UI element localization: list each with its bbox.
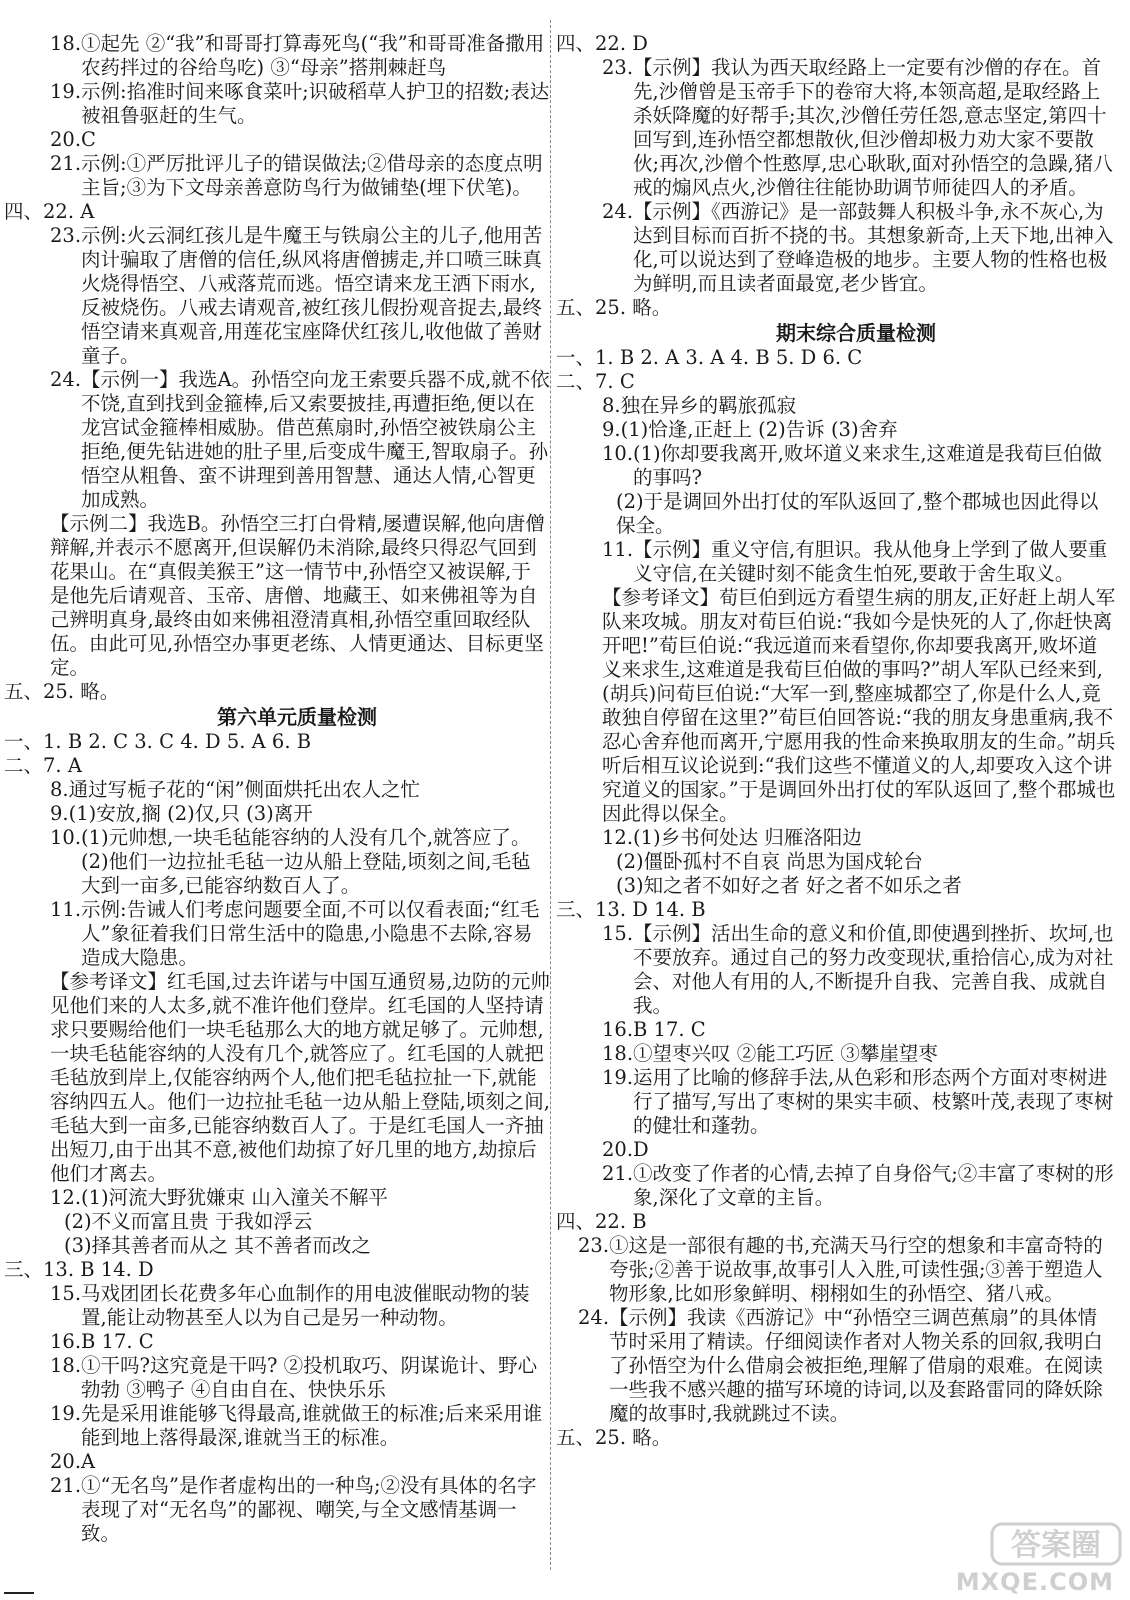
item-text: 示例:告诫人们考虑问题要全面,不可以仅看表面;“红毛人”象征着我们日常生活中的隐患,小隐患不去除,容易造成大隐患。 xyxy=(81,898,540,969)
item-label: 8. xyxy=(602,394,621,417)
item-text: ①起先 ②“我”和哥哥打算毒死鸟(“我”和哥哥准备撒用农药拌过的谷给鸟吃) ③“母亲”搭荆棘赶鸟 xyxy=(81,32,545,79)
item-text: (1)恰逢,正赶上 (2)告诉 (3)舍弃 xyxy=(620,418,898,441)
item-label: 三、 xyxy=(556,898,596,921)
item-text: (1)元帅想,一块毛毡能容纳的人没有几个,就答应了。(2)他们一边拉扯毛毡一边从船上登陆,顷刻之间,毛毡大到一亩多,已能容纳数百人了。 xyxy=(81,826,531,897)
item-text: (3)知之者不如好之者 好之者不如乐之者 xyxy=(616,874,962,897)
answer-item xyxy=(4,680,550,704)
item-text: C xyxy=(81,128,96,151)
item-label: 9. xyxy=(50,802,69,825)
item-text: 22. D xyxy=(595,32,648,55)
answer-item xyxy=(556,200,1116,296)
item-label: 24. xyxy=(578,1306,610,1329)
answer-item xyxy=(556,418,1116,442)
answer-item xyxy=(4,1282,550,1330)
answer-item xyxy=(4,224,550,368)
item-label: 23. xyxy=(578,1234,610,1257)
answer-item xyxy=(4,970,550,1186)
answer-item xyxy=(4,754,550,778)
item-text: 1. B 2. A 3. A 4. B 5. D 6. C xyxy=(595,346,863,369)
answer-item xyxy=(4,826,550,898)
item-text: (1)安放,搁 (2)仅,只 (3)离开 xyxy=(68,802,313,825)
answer-item xyxy=(556,1306,1116,1426)
item-label: 20. xyxy=(50,1450,82,1473)
item-text: (2)僵卧孤村不自哀 尚思为国戍轮台 xyxy=(616,850,923,873)
answer-item xyxy=(556,898,1116,922)
item-text: 独在异乡的羁旅孤寂 xyxy=(620,394,797,417)
item-text: 25. 略。 xyxy=(595,1426,672,1449)
answer-item xyxy=(4,80,550,128)
item-text: D xyxy=(633,1138,649,1161)
item-text: (2)不义而富且贵 于我如浮云 xyxy=(64,1210,313,1233)
item-text: (1)河流大野犹嫌束 山入潼关不解平 xyxy=(81,1186,388,1209)
answer-item xyxy=(4,32,550,80)
item-text: 7. C xyxy=(595,370,635,393)
item-label: 五、 xyxy=(556,296,596,319)
answer-item xyxy=(4,152,550,200)
answer-item xyxy=(556,490,1116,538)
answer-item xyxy=(556,1162,1116,1210)
item-label: 19. xyxy=(602,1066,634,1089)
right-column xyxy=(556,32,1116,1450)
item-label: 四、 xyxy=(556,1210,596,1233)
item-text: 马戏团团长花费多年心血制作的用电波催眠动物的装置,能让动物甚至人以为自己是另一种动物。 xyxy=(81,1282,530,1329)
item-label: 19. xyxy=(50,1402,82,1425)
item-label: 一、 xyxy=(556,346,596,369)
item-text: 【示例二】我选B。孙悟空三打白骨精,屡遭误解,他向唐僧辩解,并表示不愿离开,但误解仍未消除,最终只得忍气回到花果山。在“真假美猴王”这一情节中,孙悟空又被误解,于是他先后请观音、玉帝、唐僧、地藏王、如来佛祖等为自己辨明真身,最终由如来佛祖澄清真相,孙悟空重回取经队伍。由此可见,孙悟空办事更老练、人情更通达、目标更坚定。 xyxy=(50,512,545,679)
answer-item xyxy=(4,1450,550,1474)
item-label: 20. xyxy=(602,1138,634,1161)
item-label: 21. xyxy=(602,1162,634,1185)
answer-item xyxy=(556,370,1116,394)
item-text: 【参考译文】红毛国,过去许诺与中国互通贸易,边防的元帅见他们来的人太多,就不准许他们登岸。红毛国的人坚持请求只要赐给他们一块毛毡那么大的地方就足够了。元帅想,一块毛毡能容纳的人没有几个,就答应了。红毛国的人就把毛毡放到岸上,仅能容纳两个人,他们把毛毡拉扯一下,就能容纳四五人。他们一边拉扯毛毡一边从船上登陆,顷刻之间,毛毡大到一亩多,已能容纳数百人了。于是红毛国人一齐抽出短刀,由于出其不意,被他们劫掠了好几里的地方,劫掠后他们才离去。 xyxy=(50,970,550,1185)
item-text: 示例:火云洞红孩儿是牛魔王与铁扇公主的儿子,他用苦肉计骗取了唐僧的信任,纵风将唐僧掳走,并口喷三昧真火烧得悟空、八戒落荒而逃。悟空请来龙王洒下雨水,反被烧伤。八戒去请观音,被红孩儿假扮观音捉去,最终悟空请来真观音,用莲花宝座降伏红孩儿,收他做了善财童子。 xyxy=(81,224,543,367)
item-label: 二、 xyxy=(4,754,44,777)
item-text: 【示例】重义守信,有胆识。我从他身上学到了做人要重义守信,在关键时刻不能贪生怕死,要敢于舍生取义。 xyxy=(633,538,1108,585)
watermark-logo-icon xyxy=(922,1520,1122,1566)
item-text: 13. B 14. D xyxy=(43,1258,154,1281)
item-label: 12. xyxy=(602,826,634,849)
item-label: 18. xyxy=(602,1042,634,1065)
item-text: 1. B 2. C 3. C 4. D 5. A 6. B xyxy=(43,730,312,753)
item-label: 23. xyxy=(602,56,634,79)
item-text: 【示例一】我选A。孙悟空向龙王索要兵器不成,就不依不饶,直到找到金箍棒,后又索要披挂,再遭拒绝,便以在龙宫试金箍棒相威胁。借芭蕉扇时,孙悟空被铁扇公主拒绝,便先钻进她的肚子里,后变成牛魔王,智取扇子。孙悟空从粗鲁、蛮不讲理到善用智慧、通达人情,心智更加成熟。 xyxy=(81,368,550,511)
item-label: 21. xyxy=(50,1474,82,1497)
item-text: (2)于是调回外出打仗的军队返回了,整个郡城也因此得以保全。 xyxy=(616,490,1099,537)
answer-item xyxy=(556,1210,1116,1234)
answer-item xyxy=(4,898,550,970)
item-text: ①改变了作者的心情,去掉了自身俗气;②丰富了枣树的形象,深化了文章的主旨。 xyxy=(633,1162,1114,1209)
answer-item xyxy=(556,32,1116,56)
item-label: 16. xyxy=(50,1330,82,1353)
item-label: 16. xyxy=(602,1018,634,1041)
item-label: 24. xyxy=(50,368,82,391)
answer-item xyxy=(4,778,550,802)
item-label: 五、 xyxy=(556,1426,596,1449)
item-text: 13. D 14. B xyxy=(595,898,706,921)
item-label: 11. xyxy=(50,898,82,921)
answer-item xyxy=(556,850,1116,874)
item-label: 四、 xyxy=(556,32,596,55)
item-text: ①望枣兴叹 ②能工巧匠 ③攀崖望枣 xyxy=(633,1042,938,1065)
answer-item xyxy=(556,874,1116,898)
item-label: 18. xyxy=(50,32,82,55)
item-label: 二、 xyxy=(556,370,596,393)
answer-item xyxy=(556,1042,1116,1066)
item-text: (1)乡书何处达 归雁洛阳边 xyxy=(633,826,862,849)
item-label: 8. xyxy=(50,778,69,801)
footer-rule xyxy=(4,1592,34,1594)
item-text: B 17. C xyxy=(81,1330,154,1353)
watermark-main: 答案圈 xyxy=(1011,1528,1101,1563)
answer-item xyxy=(556,296,1116,320)
answer-item xyxy=(4,1186,550,1210)
item-text: ①干吗?这究竟是干吗? ②投机取巧、阴谋诡计、野心勃勃 ③鸭子 ④自由自在、快快乐乐 xyxy=(81,1354,538,1401)
answer-item xyxy=(556,1234,1116,1306)
answer-item xyxy=(556,56,1116,200)
item-label: 15. xyxy=(602,922,634,945)
answer-item xyxy=(4,128,550,152)
item-text: 通过写栀子花的“闲”侧面烘托出农人之忙 xyxy=(68,778,421,801)
answer-item xyxy=(4,368,550,512)
section-heading: 第六单元质量检测 xyxy=(217,705,377,729)
answer-item xyxy=(556,394,1116,418)
item-text: 【参考译文】荀巨伯到远方看望生病的朋友,正好赶上胡人军队来攻城。朋友对荀巨伯说:“我如今是快死的人了,你赶快离开吧!”荀巨伯说:“我远道而来看望你,你却要我离开,败坏道义来求生,这难道是我荀巨伯做的事吗?”胡人军队已经来到,(胡兵)问荀巨伯说:“大军一到,整座城都空了,你是什么人,竟敢独自停留在这里?”荀巨伯回答说:“我的朋友身患重病,我不忍心舍弃他而离开,宁愿用我的性命来换取朋友的生命。”胡兵听后相互议论说到:“我们这些不懂道义的人,却要攻入这个讲究道义的国家。”于是调回外出打仗的军队返回了,整个郡城也因此得以保全。 xyxy=(602,586,1116,825)
item-text: 【示例】我读《西游记》中“孙悟空三调芭蕉扇”的具体情节时采用了精读。仔细阅读作者对人物关系的回叙,我明白了孙悟空为什么借扇会被拒绝,理解了借扇的艰难。在阅读一些我不感兴趣的描写环境的诗词,以及套路雷同的降妖除魔的故事时,我就跳过不读。 xyxy=(609,1306,1103,1425)
item-text: 22. B xyxy=(595,1210,647,1233)
answer-item xyxy=(556,1066,1116,1138)
item-text: 【示例】我认为西天取经路上一定要有沙僧的存在。首先,沙僧曾是玉帝手下的卷帘大将,本领高超,是取经路上杀妖降魔的好帮手;其次,沙僧任劳任怨,意志坚定,第四十回写到,连孙悟空都想散伙,但沙僧却极力劝大家不要散伙;再次,沙僧个性憨厚,忠心耿耿,面对孙悟空的急躁,猪八戒的煽风点火,沙僧往往能协助调节师徒四人的矛盾。 xyxy=(633,56,1113,199)
section-heading: 期末综合质量检测 xyxy=(776,321,936,345)
answer-item xyxy=(556,538,1116,586)
answer-item xyxy=(4,1354,550,1402)
answer-item xyxy=(4,1474,550,1546)
item-label: 10. xyxy=(602,442,634,465)
answer-item xyxy=(4,730,550,754)
item-label: 10. xyxy=(50,826,82,849)
item-text: 25. 略。 xyxy=(43,680,120,703)
answer-item xyxy=(4,1234,550,1258)
item-text: 先是采用谁能够飞得最高,谁就做王的标准;后来采用谁能到地上落得最深,谁就当王的标准。 xyxy=(81,1402,543,1449)
answer-item xyxy=(556,922,1116,1018)
item-label: 20. xyxy=(50,128,82,151)
item-text: 25. 略。 xyxy=(595,296,672,319)
answer-item xyxy=(4,1330,550,1354)
item-text: (3)择其善者而从之 其不善者而改之 xyxy=(64,1234,371,1257)
answer-item xyxy=(4,802,550,826)
item-text: B 17. C xyxy=(633,1018,706,1041)
item-text: 7. A xyxy=(43,754,82,777)
item-label: 15. xyxy=(50,1282,82,1305)
item-text: 【示例】活出生命的意义和价值,即使遇到挫折、坎坷,也不要放弃。通过自己的努力改变现状,重拾信心,成为对社会、对他人有用的人,不断提升自我、完善自我、成就自我。 xyxy=(633,922,1114,1017)
answer-item xyxy=(556,442,1116,490)
item-text: 示例:①严厉批评儿子的错误做法;②借母亲的态度点明主旨;③为下文母亲善意防鸟行为做铺垫(埋下伏笔)。 xyxy=(81,152,543,199)
answer-item xyxy=(4,512,550,680)
item-text: (1)你却要我离开,败坏道义来求生,这难道是我荀巨伯做的事吗? xyxy=(633,442,1103,489)
item-text: A xyxy=(81,1450,96,1473)
watermark xyxy=(922,1520,1122,1596)
item-label: 9. xyxy=(602,418,621,441)
item-text: 22. A xyxy=(43,200,95,223)
answer-item xyxy=(556,1018,1116,1042)
answer-item xyxy=(4,200,550,224)
item-label: 19. xyxy=(50,80,82,103)
answer-item xyxy=(4,1258,550,1282)
item-label: 11. xyxy=(602,538,634,561)
item-text: 【示例】《西游记》是一部鼓舞人积极斗争,永不灰心,为达到目标而百折不挠的书。其想象新奇,上天下地,出神入化,可以说达到了登峰造极的地步。主要人物的性格也极为鲜明,而且读者面最宽,老少皆宜。 xyxy=(633,200,1114,295)
item-label: 一、 xyxy=(4,730,44,753)
column-divider xyxy=(550,20,551,1570)
item-label: 21. xyxy=(50,152,82,175)
item-label: 三、 xyxy=(4,1258,44,1281)
answer-item xyxy=(4,1210,550,1234)
item-label: 五、 xyxy=(4,680,44,703)
item-label: 12. xyxy=(50,1186,82,1209)
item-text: ①这是一部很有趣的书,充满天马行空的想象和丰富奇特的夸张;②善于说故事,故事引人入胜,可读性强;③善于塑造人物形象,比如形象鲜明、栩栩如生的孙悟空、猪八戒。 xyxy=(609,1234,1103,1305)
answer-item xyxy=(556,1426,1116,1450)
item-text: ①“无名鸟”是作者虚构出的一种鸟;②没有具体的名字表现了对“无名鸟”的鄙视、嘲笑,与全文感情基调一致。 xyxy=(81,1474,537,1545)
left-column xyxy=(4,32,550,1546)
item-label: 四、 xyxy=(4,200,44,223)
answer-item xyxy=(556,826,1116,850)
answer-item xyxy=(556,586,1116,826)
item-label: 24. xyxy=(602,200,634,223)
answer-item xyxy=(556,346,1116,370)
item-label: 18. xyxy=(50,1354,82,1377)
item-text: 运用了比喻的修辞手法,从色彩和形态两个方面对枣树进行了描写,写出了枣树的果实丰硕、枝繁叶茂,表现了枣树的健壮和蓬勃。 xyxy=(633,1066,1114,1137)
answer-item xyxy=(4,1402,550,1450)
item-label: 23. xyxy=(50,224,82,247)
watermark-domain: MXQE.COM xyxy=(955,1568,1114,1596)
answer-item xyxy=(556,1138,1116,1162)
item-text: 示例:掐准时间来啄食菜叶;识破稻草人护卫的招数;表达被祖鲁驱赶的生气。 xyxy=(81,80,550,127)
